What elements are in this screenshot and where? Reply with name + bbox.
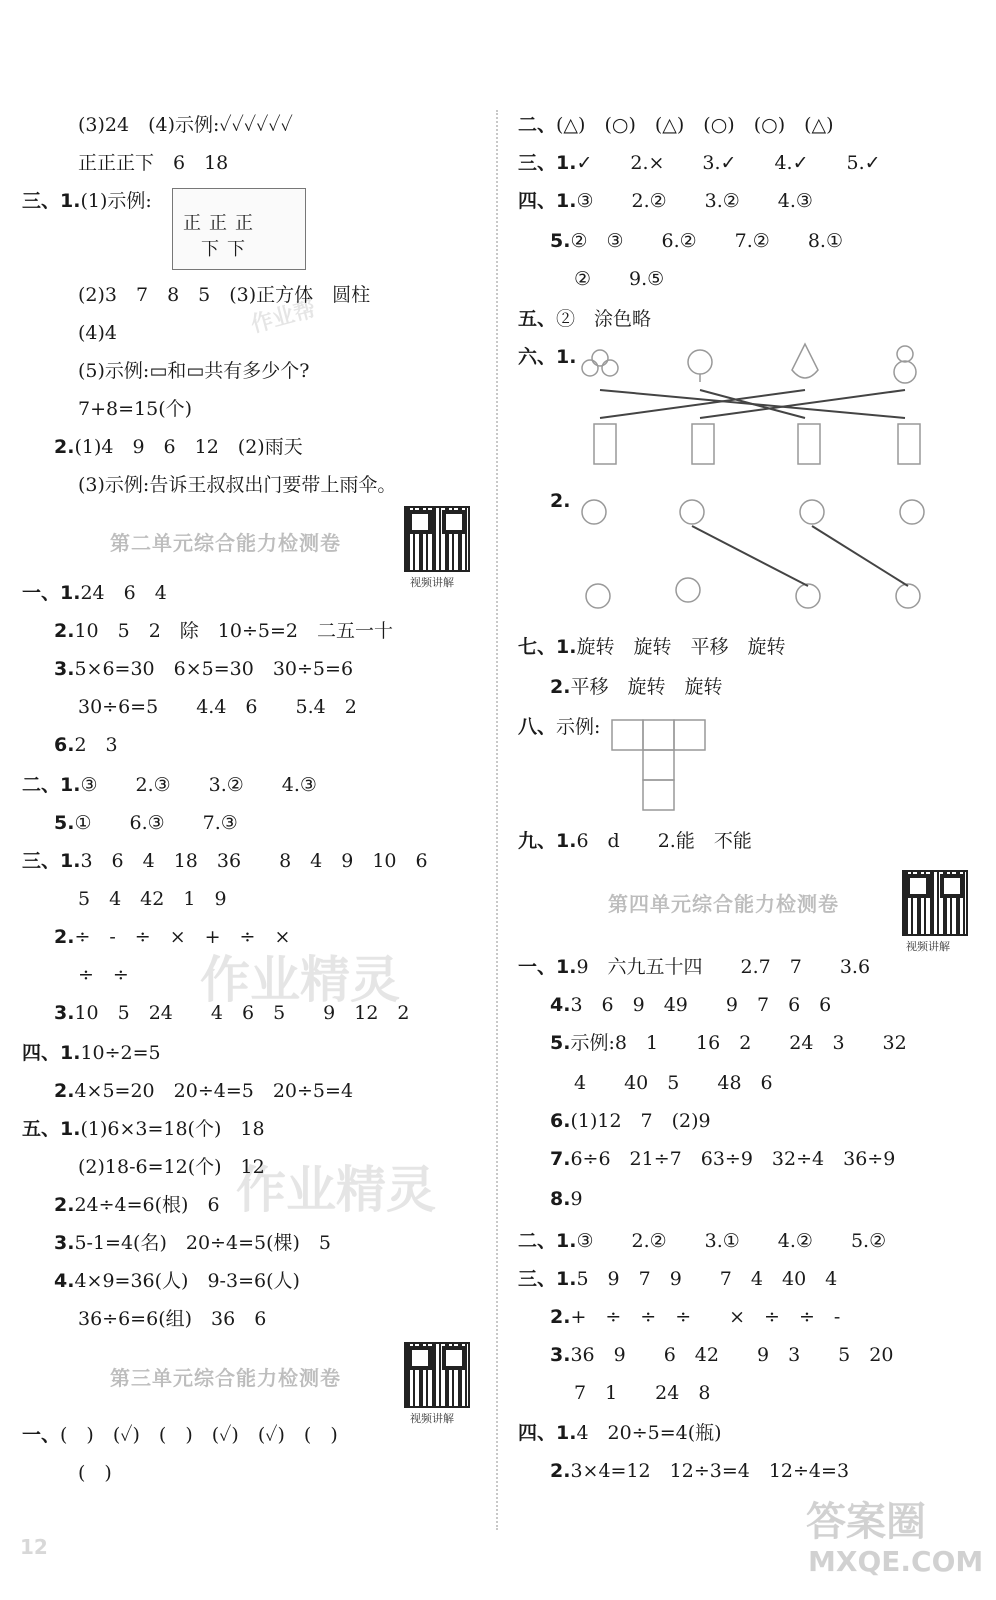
right-answer-line xyxy=(574,1070,773,1096)
question-number: 2. xyxy=(550,676,571,698)
answer-text: 6÷6 21÷7 63÷9 32÷4 36÷9 xyxy=(570,1148,896,1170)
left-answer-line xyxy=(22,188,152,214)
right-answer-line xyxy=(518,1266,837,1292)
question-number: 一、 xyxy=(22,1424,61,1446)
answer-text: 7 1 24 8 xyxy=(574,1382,711,1404)
question-number: 三、1. xyxy=(22,190,81,212)
url-watermark: MXQE.COM xyxy=(808,1545,984,1578)
question-number: 7. xyxy=(550,1148,571,1170)
answer-text: 5-1=4(名) 20÷4=5(棵) 5 xyxy=(74,1232,331,1254)
left-answer-line xyxy=(22,1422,338,1448)
left-answer-line xyxy=(22,1116,265,1142)
question-number: 五、1. xyxy=(22,1118,81,1140)
right-answer-line xyxy=(518,954,870,980)
question-number: 6. xyxy=(550,1110,571,1132)
answer-text: 10 5 24 4 6 5 9 12 2 xyxy=(74,1002,410,1024)
left-answer-line xyxy=(54,618,393,644)
answer-text: ✓ 2.× 3.✓ 4.✓ 5.✓ xyxy=(576,152,881,174)
answer-text: (1)示例: xyxy=(80,190,152,212)
corner-watermark: 答案圈 xyxy=(806,1499,926,1545)
question-number: 5. xyxy=(550,1032,571,1054)
answer-text: ③ 2.② 3.① 4.② 5.② xyxy=(576,1230,887,1252)
answer-text: (1)6×3=18(个) 18 xyxy=(80,1118,265,1140)
question-number: 3. xyxy=(550,1344,571,1366)
question-number: 一、1. xyxy=(518,956,577,978)
qr-code-unit-4[interactable] xyxy=(902,870,968,936)
left-answer-line xyxy=(54,1230,331,1256)
answer-text: 9 xyxy=(570,1188,583,1210)
answer-text: 4 40 5 48 6 xyxy=(574,1072,773,1094)
page-number: 12 xyxy=(20,1535,48,1559)
pig-icon xyxy=(896,584,920,608)
right-answer-line xyxy=(550,1304,840,1330)
left-answer-line xyxy=(78,396,192,422)
right-answer-line xyxy=(574,266,664,292)
right-answer-line xyxy=(574,1380,710,1406)
left-answer-line xyxy=(54,810,238,836)
answer-text: (3)示例:告诉王叔叔出门要带上雨伞。 xyxy=(78,474,397,496)
qr-code-unit-3[interactable] xyxy=(404,1342,470,1408)
section-title-unit-4: 第四单元综合能力检测卷 xyxy=(608,892,839,916)
left-answer-line xyxy=(22,848,428,874)
right-answer-line xyxy=(518,306,651,332)
tree-icon xyxy=(688,350,712,382)
question-number: 八、 xyxy=(518,716,557,738)
answer-text: 正正正下 6 18 xyxy=(78,152,229,174)
question-number: 五、 xyxy=(518,308,557,330)
answer-text: 36÷6=6(组) 36 6 xyxy=(78,1308,267,1330)
answer-text: 平移 旋转 旋转 xyxy=(570,676,723,698)
right-answer-line xyxy=(518,344,576,370)
answer-text: (5)示例:▭和▭共有多少个? xyxy=(78,360,310,382)
qr-label-unit-3: 视频讲解 xyxy=(410,1412,454,1425)
question-number: 四、1. xyxy=(518,190,577,212)
left-answer-line xyxy=(22,772,317,798)
answer-text: 10 5 2 除 10÷5=2 二五一十 xyxy=(74,620,394,642)
duck-icon xyxy=(680,500,704,524)
answer-text: (1)12 7 (2)9 xyxy=(570,1110,711,1132)
flower-icon xyxy=(676,578,700,602)
answer-text: ② 9.⑤ xyxy=(574,268,665,290)
right-answer-line xyxy=(518,112,834,138)
answer-text: 24 6 4 xyxy=(80,582,167,604)
right-answer-line xyxy=(550,1458,849,1484)
left-answer-line xyxy=(78,320,117,346)
gourd-icon xyxy=(894,346,916,383)
tally-grid xyxy=(172,188,306,270)
matching-figure xyxy=(580,340,940,480)
answer-text: 5 4 42 1 9 xyxy=(78,888,227,910)
question-number: 三、1. xyxy=(518,1268,577,1290)
question-number: 8. xyxy=(550,1188,571,1210)
left-answer-line xyxy=(78,282,370,308)
question-number: 2. xyxy=(54,620,75,642)
question-number: 六、1. xyxy=(518,346,577,368)
question-number: 四、1. xyxy=(22,1042,81,1064)
answer-text: 4×9=36(人) 9-3=6(人) xyxy=(74,1270,300,1292)
question-number: 4. xyxy=(54,1270,75,1292)
qr-label-unit-2: 视频讲解 xyxy=(410,576,454,589)
section-title-unit-3: 第三单元综合能力检测卷 xyxy=(110,1366,341,1390)
left-answer-line xyxy=(78,1306,266,1332)
answer-text: ① 6.③ 7.③ xyxy=(74,812,238,834)
answer-text: 9 六九五十四 2.7 7 3.6 xyxy=(576,956,871,978)
dog-icon xyxy=(800,500,824,524)
right-answer-line xyxy=(550,228,843,254)
leaf-icon xyxy=(792,344,818,378)
answer-text: 5×6=30 6×5=30 30÷5=6 xyxy=(74,658,354,680)
question-number: 二、1. xyxy=(518,1230,577,1252)
right-answer-line xyxy=(518,150,881,176)
left-answer-line xyxy=(22,1040,161,1066)
answer-text: 24÷4=6(根) 6 xyxy=(74,1194,220,1216)
stamp-watermark: 作业帮 xyxy=(248,296,319,339)
answer-text: (2)3 7 8 5 (3)正方体 圆柱 xyxy=(78,284,371,306)
answer-text: (2)18-6=12(个) 12 xyxy=(78,1156,265,1178)
question-number: 二、1. xyxy=(22,774,81,796)
left-answer-line xyxy=(78,112,293,138)
left-answer-line xyxy=(54,732,118,758)
question-number: 一、1. xyxy=(22,582,81,604)
right-answer-line xyxy=(518,634,785,660)
right-answer-line xyxy=(550,1342,893,1368)
answer-text: + ÷ ÷ ÷ × ÷ ÷ - xyxy=(570,1306,841,1328)
right-answer-line xyxy=(518,714,600,740)
left-answer-line xyxy=(22,580,167,606)
answer-text: 7+8=15(个) xyxy=(78,398,193,420)
answer-text: ② 涂色略 xyxy=(556,308,652,330)
clover-icon xyxy=(582,350,618,376)
answer-text: ( ) (✓) ( ) (✓) (✓) ( ) xyxy=(60,1424,338,1446)
question-number: 2. xyxy=(550,1460,571,1482)
bear-icon xyxy=(586,584,610,608)
left-answer-line xyxy=(54,656,353,682)
question-number: 3. xyxy=(54,1002,75,1024)
center-watermark-2: 作业精灵 xyxy=(236,1161,436,1219)
answer-text: ③ 2.③ 3.② 4.③ xyxy=(80,774,317,796)
column-divider xyxy=(496,110,498,1530)
question-number: 四、1. xyxy=(518,1422,577,1444)
question-number: 2. xyxy=(54,1194,75,1216)
right-answer-line xyxy=(550,674,722,700)
right-answer-line xyxy=(550,488,570,514)
answer-text: 4×5=20 20÷4=5 20÷5=4 xyxy=(74,1080,354,1102)
answer-text: ③ 2.② 3.② 4.③ xyxy=(576,190,813,212)
answer-text: ÷ - ÷ × + ÷ × xyxy=(74,926,291,948)
question-number: 七、1. xyxy=(518,636,577,658)
center-watermark-1: 作业精灵 xyxy=(200,951,400,1009)
cube-net-figure xyxy=(610,718,710,812)
answer-text: 6 d 2.能 不能 xyxy=(576,830,752,852)
answer-text: 10÷2=5 xyxy=(80,1042,161,1064)
qr-label-unit-4: 视频讲解 xyxy=(906,940,950,953)
answer-text: 示例:8 1 16 2 24 3 32 xyxy=(570,1032,907,1054)
animal-matching-figure xyxy=(572,492,942,622)
left-answer-line xyxy=(54,1192,220,1218)
right-answer-line xyxy=(550,1186,583,1212)
question-number: 九、1. xyxy=(518,830,577,852)
right-answer-line xyxy=(550,1108,711,1134)
question-number: 二、 xyxy=(518,114,557,136)
question-number: 三、1. xyxy=(22,850,81,872)
tally-row-2: 下下 xyxy=(201,239,253,260)
left-answer-line xyxy=(54,434,303,460)
answer-text: 30÷6=5 4.4 6 5.4 2 xyxy=(78,696,357,718)
answer-text: (4)4 xyxy=(78,322,118,344)
right-answer-line xyxy=(518,1420,722,1446)
answer-text: ② ③ 6.② 7.② 8.① xyxy=(570,230,844,252)
answer-text: (3)24 (4)示例:✓✓✓✓✓✓ xyxy=(78,114,293,136)
answer-text: 旋转 旋转 平移 旋转 xyxy=(576,636,786,658)
right-answer-line xyxy=(518,828,752,854)
answer-text: 3 6 9 49 9 7 6 6 xyxy=(570,994,832,1016)
answer-text: (△) (○) (△) (○) (○) (△) xyxy=(556,114,834,136)
question-number: 2. xyxy=(54,1080,75,1102)
right-answer-line xyxy=(550,992,831,1018)
left-answer-line xyxy=(78,962,129,988)
question-number: 2. xyxy=(54,926,75,948)
right-answer-line xyxy=(550,1146,895,1172)
left-answer-line xyxy=(78,886,227,912)
answer-text: ÷ ÷ xyxy=(78,964,129,986)
answer-text: (1)4 9 6 12 (2)雨天 xyxy=(74,436,303,458)
tally-row-1: 正正正 xyxy=(183,213,261,234)
answer-text: 3 6 4 18 36 8 4 9 10 6 xyxy=(80,850,428,872)
question-number: 2. xyxy=(54,436,75,458)
answer-text: ( ) xyxy=(78,1462,112,1484)
left-answer-line xyxy=(54,1078,353,1104)
answer-text: 5 9 7 9 7 4 40 4 xyxy=(576,1268,838,1290)
question-number: 4. xyxy=(550,994,571,1016)
right-answer-line xyxy=(518,1228,886,1254)
question-number: 2. xyxy=(550,1306,571,1328)
left-answer-line xyxy=(78,358,309,384)
question-number: 2. xyxy=(550,490,571,512)
question-number: 3. xyxy=(54,1232,75,1254)
section-title-unit-2: 第二单元综合能力检测卷 xyxy=(110,531,341,555)
bird-icon xyxy=(796,584,820,608)
left-answer-line xyxy=(54,1268,300,1294)
answer-text: 4 20÷5=4(瓶) xyxy=(576,1422,722,1444)
question-number: 6. xyxy=(54,734,75,756)
left-answer-line xyxy=(78,150,228,176)
rooster-icon xyxy=(582,500,606,524)
left-answer-line xyxy=(78,472,396,498)
question-number: 三、1. xyxy=(518,152,577,174)
answer-text: 3×4=12 12÷3=4 12÷4=3 xyxy=(570,1460,850,1482)
answer-text: 示例: xyxy=(556,716,601,738)
question-number: 3. xyxy=(54,658,75,680)
left-answer-line xyxy=(78,1460,112,1486)
qr-code-unit-2[interactable] xyxy=(404,506,470,572)
cat-icon xyxy=(900,500,924,524)
right-answer-line xyxy=(550,1030,907,1056)
question-number: 5. xyxy=(54,812,75,834)
right-answer-line xyxy=(518,188,813,214)
answer-text: 36 9 6 42 9 3 5 20 xyxy=(570,1344,894,1366)
right-answer-column xyxy=(504,0,996,1530)
left-answer-line xyxy=(78,694,357,720)
answer-text: 2 3 xyxy=(74,734,118,756)
question-number: 5. xyxy=(550,230,571,252)
